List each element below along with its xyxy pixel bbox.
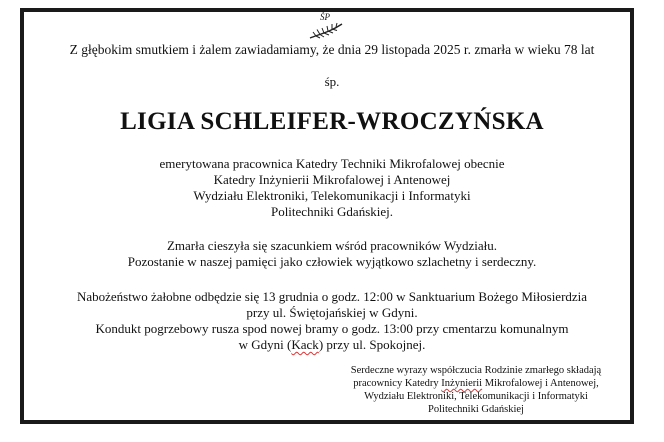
condolences-prefix: pracownicy Katedry [353,378,442,389]
condolences-line: Politechniki Gdańskiej [428,404,524,415]
condolences-line [326,377,626,390]
affiliation-line: Wydziału Elektroniki, Telekomunikacji i Informatyki [193,188,471,203]
condolences-suffix: Mikrofalowej i Antenowej, [482,378,599,389]
spellcheck-word: Kack [291,337,319,352]
sp-label: śp. [324,74,340,89]
tribute-line: Pozostanie w naszej pamięci jako człowiek wyjątkowo szlachetny i serdeczny. [127,254,537,269]
condolences-line: Wydziału Elektroniki, Telekomunikacji i Informatyki [364,391,588,402]
funeral-line-prefix: w Gdyni ( [238,337,292,352]
emblem [306,12,346,38]
affiliation-line: Katedry Inżynierii Mikrofalowej i Antenowej [213,172,451,187]
funeral-line-suffix: ) przy ul. Spokojnej. [318,337,426,352]
funeral-line: Nabożeństwo żałobne odbędzie się 13 grudnia o godz. 12:00 w Sanktuarium Bożego Miłosierdzia [76,289,588,304]
affiliation-line: emerytowana pracownica Katedry Techniki Mikrofalowej obecnie [159,156,505,171]
spellcheck-word: Inżynierii [441,378,483,389]
funeral-line: przy ul. Świętojańskiej w Gdyni. [246,305,418,320]
emblem-label: ŚP [320,12,330,22]
deceased-name: LIGIA SCHLEIFER-WROCZYŃSKA [120,108,544,135]
funeral-line: Kondukt pogrzebowy rusza spod nowej bramy o godz. 13:00 przy cmentarzu komunalnym [95,321,569,336]
condolences-block [326,364,626,416]
condolences-line: Serdeczne wyrazy współczucia Rodzinie zmarłego składają [350,365,602,376]
affiliation-line: Politechniki Gdańskiej. [270,204,394,219]
funeral-line [0,337,664,353]
tribute-line: Zmarła cieszyła się szacunkiem wśród pracowników Wydziału. [166,238,497,253]
intro-text: Z głębokim smutkiem i żalem zawiadamiamy, że dnia 29 listopada 2025 r. zmarła w wieku 78 lat [69,42,595,57]
